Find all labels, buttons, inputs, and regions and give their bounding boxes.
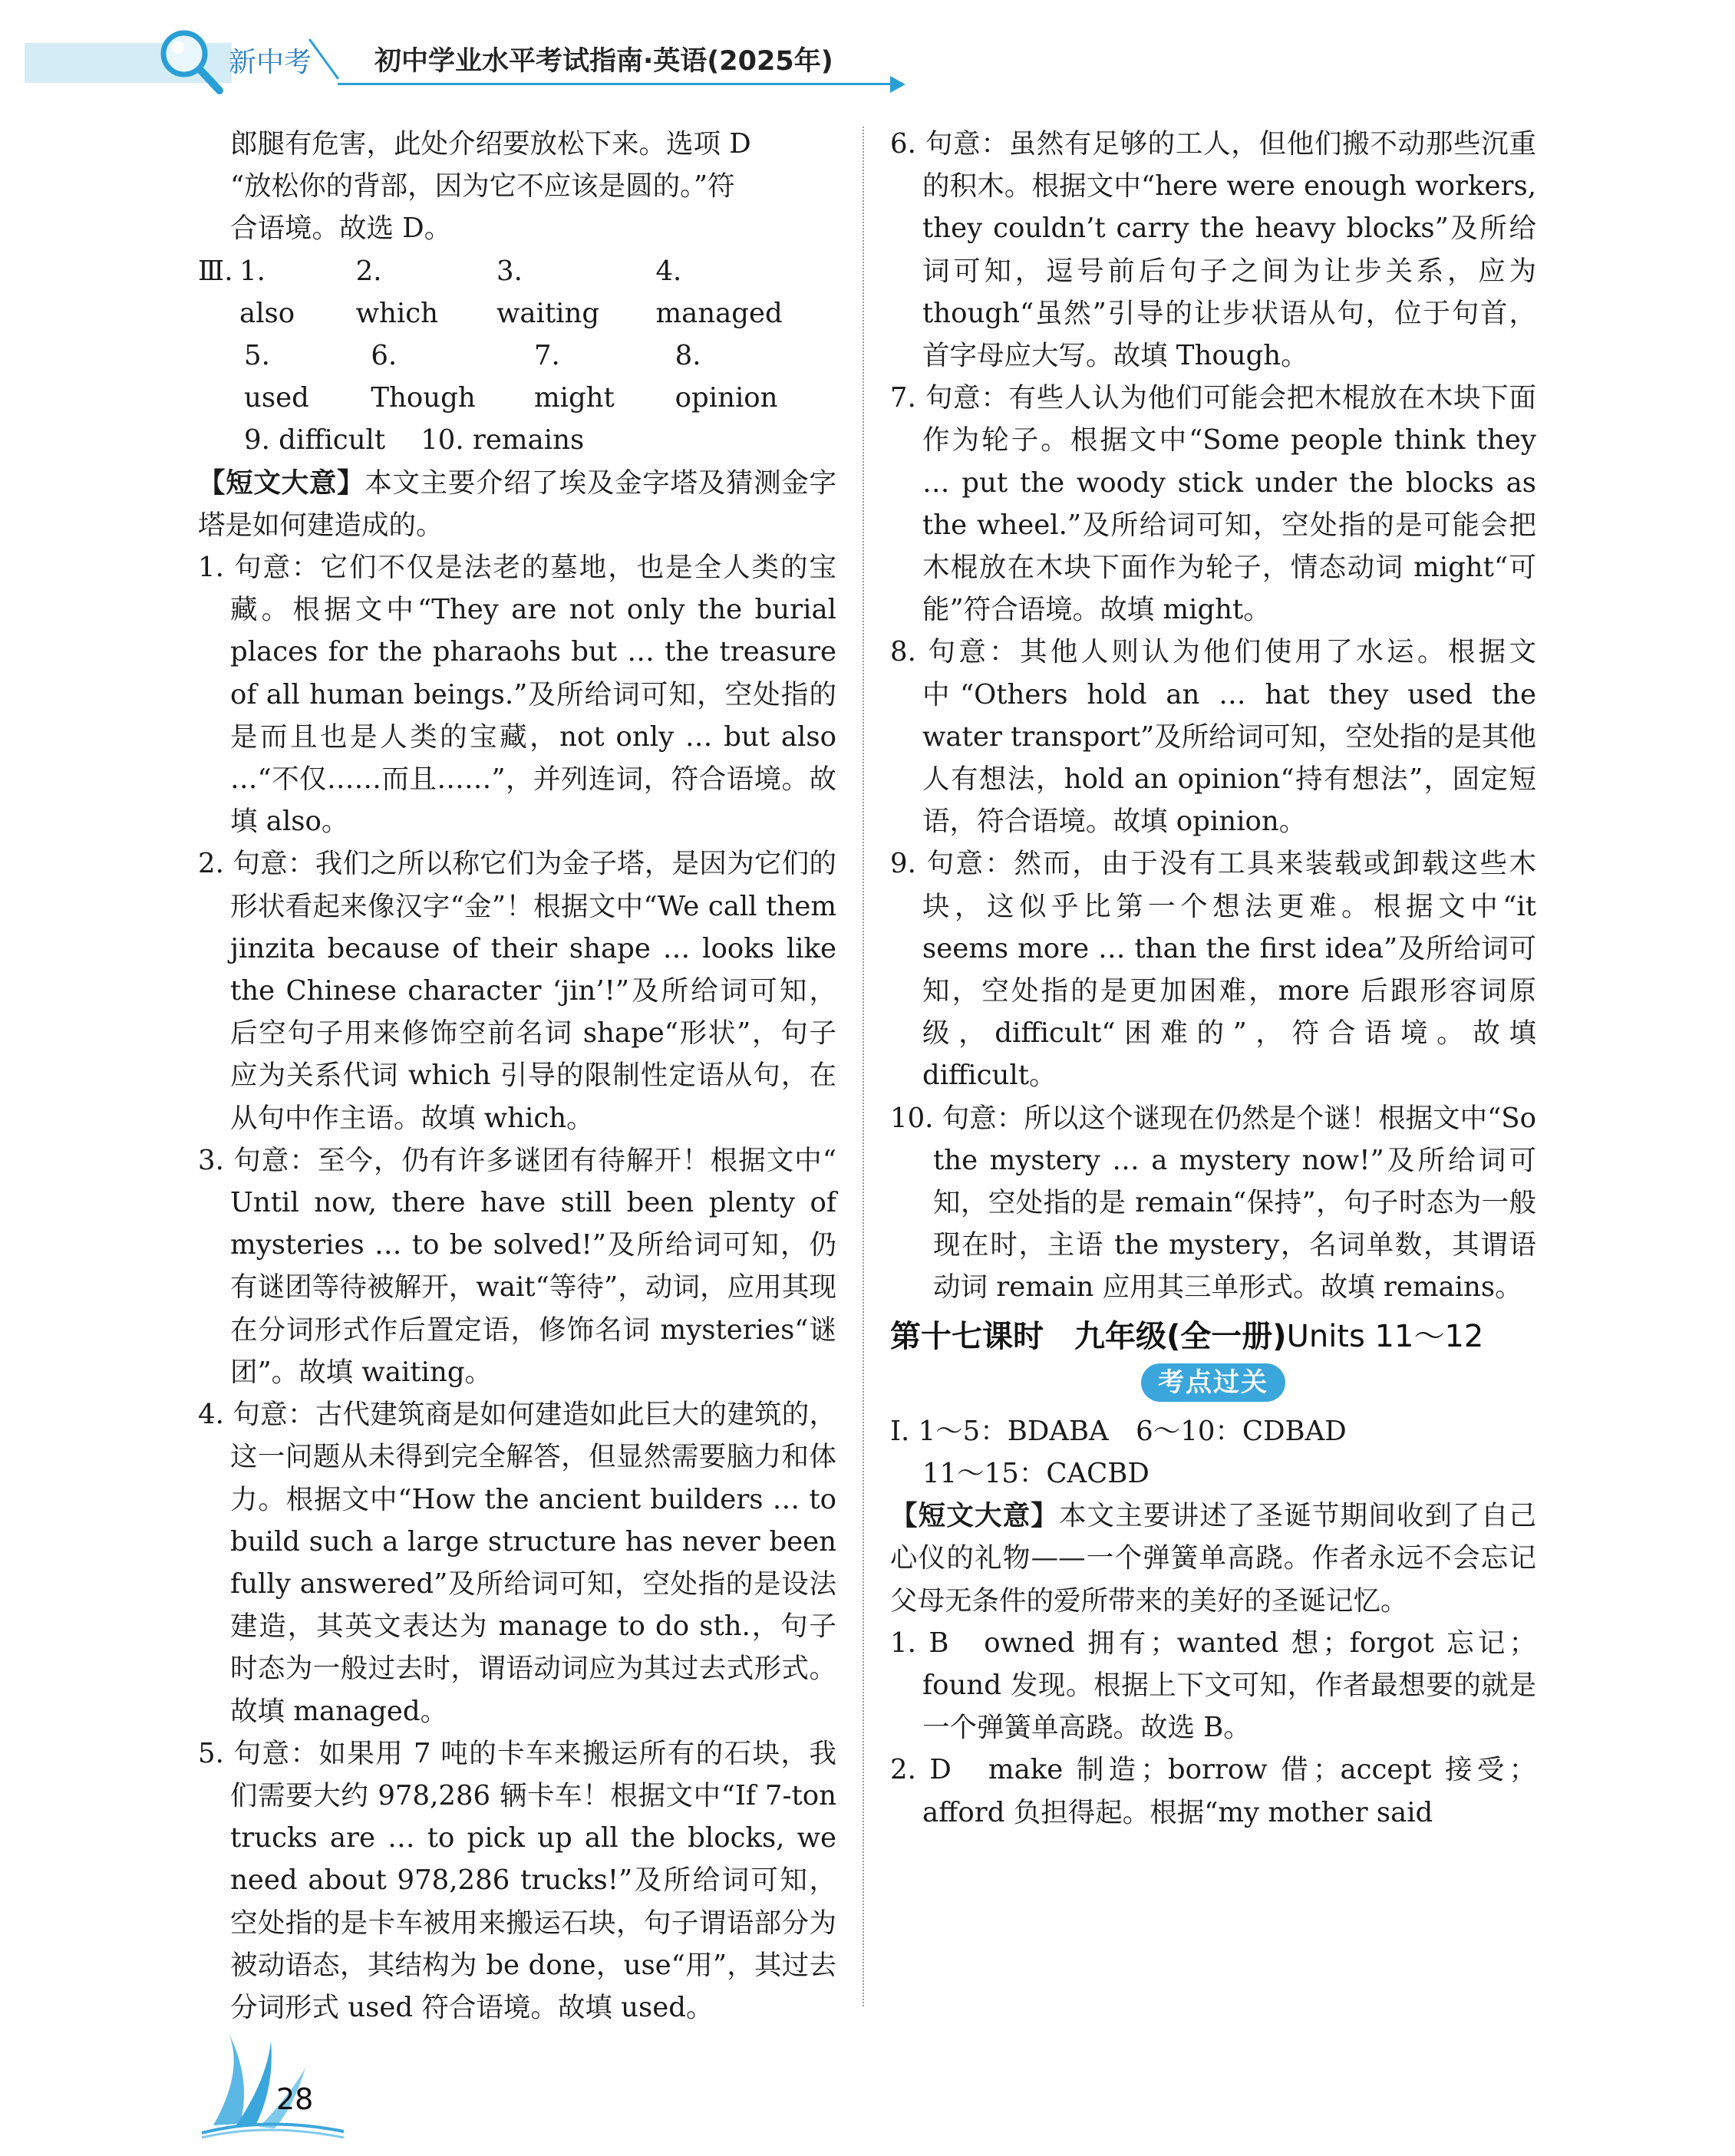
explanation-item: 2. D make 制造；borrow 借；accept 接受；afford 负担得起。根据“my mother said [890, 1754, 1536, 1828]
answer-row [198, 419, 836, 461]
answer-item: 7. might [533, 340, 615, 414]
answer-item: 10. remains [421, 424, 585, 457]
answer-item: 3. waiting [496, 255, 600, 329]
explanation-item: 6. 句意：虽然有足够的工人，但他们搬不动那些沉重的积木。根据文中“here were enough workers, they couldn’t carry the heavy blocks”及所给词可知，逗号前后句子之间为让步关系，应为 though“虽然”引导的让步状语从句，位于句首，首字母应大写。故填 Though。 [890, 128, 1536, 372]
answer-item: 1. also [239, 255, 295, 329]
answer-item: 6. Though [371, 340, 476, 414]
book-title: 初中学业水平考试指南·英语(2025年) [374, 46, 833, 77]
answer-line: 11～15：CACBD [922, 1457, 1150, 1489]
answer-row [198, 335, 836, 419]
explanation-item: 1. 句意：它们不仅是法老的墓地，也是全人类的宝藏。根据文中“They are not only the burial places for the pharaohs but … the treasure of all human beings.”及所给词可知，空处指的是而且也是人类的宝藏，not only … but also …“不仅……而且……”，并列连词，符合语境。故填 also。 [198, 552, 836, 838]
explanation-item: 9. 句意：然而，由于没有工具来装载或卸载这些木块，这似乎比第一个想法更难。根据文中“it seems more … than the first idea”及所给词可知，空处指的是更加困难，more 后跟形容词原级，difficult“困难的”，符合语境。故填 difficult。 [890, 848, 1536, 1092]
answer-item: 5. used [244, 340, 309, 414]
explanation-item: 7. 句意：有些人认为他们可能会把木棍放在木块下面作为轮子。根据文中“Some people think they … put the woody stick under the blocks as the wheel.”及所给词可知，空处指的是可能会把木棍放在木块下面作为轮子，情态动词 might“可能”符合语境。故填 might。 [890, 382, 1536, 626]
answer-item: 4. managed [655, 255, 783, 329]
right-column [890, 123, 1536, 1834]
lesson-heading [890, 1314, 1536, 1360]
explanation-item: 5. 句意：如果用 7 吨的卡车来搬运所有的石块，我们需要大约 978,286 辆卡车！根据文中“If 7-ton trucks are … to pick up all the blocks, we need about 978,286 trucks!”及所给词可知，空处指的是卡车被用来搬运石块，句子谓语部分为被动语态，其结构为 be done，use“用”，其过去分词形式 used 符合语境。故填 used。 [198, 1737, 836, 2023]
lesson-title: 第十七课时 九年级(全一册) [890, 1318, 1287, 1354]
page-number: 28 [276, 2082, 314, 2116]
column-divider [863, 127, 864, 2006]
answer-item: 2. which [355, 255, 438, 329]
answer-line: Ⅰ. 1～5：BDABA 6～10：CDBAD [890, 1415, 1347, 1447]
explanation-item: 3. 句意：至今，仍有许多谜团有待解开！根据文中“ Until now, there have still been plenty of mysteries … to be solved!”及所给词可知，仍有谜团等待被解开，wait“等待”，动词，应用其现在分词形式作后置定语，修饰名词 mysteries“谜团”。故填 waiting。 [198, 1144, 836, 1388]
page-header [0, 0, 1735, 107]
explanation-item: 10. 句意：所以这个谜现在仍然是个谜！根据文中“So the mystery … a mystery now!”及所给词可知，空处指的是 remain“保持”，句子时态为一般现在时，主语 the mystery，名词单数，其谓语动词 remain 应用其三单形式。故填 remains。 [890, 1102, 1536, 1304]
intro-line: 郎腿有危害，此处介绍要放松下来。选项 D [230, 128, 751, 160]
section-badge-wrap [890, 1361, 1536, 1409]
explanation-item: 8. 句意：其他人则认为他们使用了水运。根据文中“Others hold an … hat they used the water transport”及所给词可知，空处指的是其他人有想法，hold an opinion“持有想法”，固定短语，符合语境。故填 opinion。 [890, 636, 1536, 838]
summary-label: 【短文大意】 [198, 466, 365, 499]
explanation-item: 4. 句意：古代建筑商是如何建造如此巨大的建筑的，这一问题从未得到完全解答，但显然需要脑力和体力。根据文中“How the ancient builders … to build such a large structure has never been fully answered”及所给词可知，空处指的是设法建造，其英文表达为 manage to do sth.，句子时态为一般过去时，谓语动词应为其过去式形式。故填 managed。 [198, 1399, 836, 1727]
answer-item: 9. difficult [244, 424, 386, 457]
intro-line: “放松你的背部，因为它不应该是圆的。”符 [230, 170, 735, 203]
summary-text: 本文主要介绍了埃及金字塔及猜测金字塔是如何建造成的。 [198, 466, 836, 541]
magnifier-icon [155, 25, 224, 95]
explanation-item: 1. B owned 拥有；wanted 想；forgot 忘记；found 发现。根据上下文可知，作者最想要的就是一个弹簧单高跷。故选 B。 [890, 1627, 1536, 1744]
header-divider [308, 38, 339, 80]
series-name: 新中考 [229, 47, 312, 78]
lesson-units: Units 11～12 [1286, 1318, 1484, 1354]
summary-paragraph [890, 1495, 1536, 1622]
left-column [198, 123, 836, 2029]
summary-label: 【短文大意】 [890, 1500, 1059, 1532]
section-badge: 考点过关 [1141, 1363, 1285, 1402]
book-leaf-icon [198, 2026, 351, 2141]
intro-line: 合语境。故选 D。 [230, 213, 452, 245]
header-arrow-icon [890, 76, 905, 93]
explanation-item: 2. 句意：我们之所以称它们为金子塔，是因为它们的形状看起来像汉字“金”！根据文中“We call them jinzita because of their shape … looks like the Chinese character ‘jin’!”及所给词可知，后空句子用来修饰空前名词 shape“形状”，句子应为关系代词 which 引导的限制性定语从句，在从句中作主语。故填 which。 [198, 848, 837, 1134]
answer-item: 8. opinion [675, 340, 778, 414]
section-numeral: Ⅲ. [198, 255, 233, 287]
summary-text: 本文主要讲述了圣诞节期间收到了自己心仪的礼物——一个弹簧单高跷。作者永远不会忘记父母无条件的爱所带来的美好的圣诞记忆。 [890, 1500, 1536, 1617]
summary-paragraph [198, 462, 836, 546]
header-rule [338, 83, 890, 85]
answer-row [198, 250, 836, 335]
